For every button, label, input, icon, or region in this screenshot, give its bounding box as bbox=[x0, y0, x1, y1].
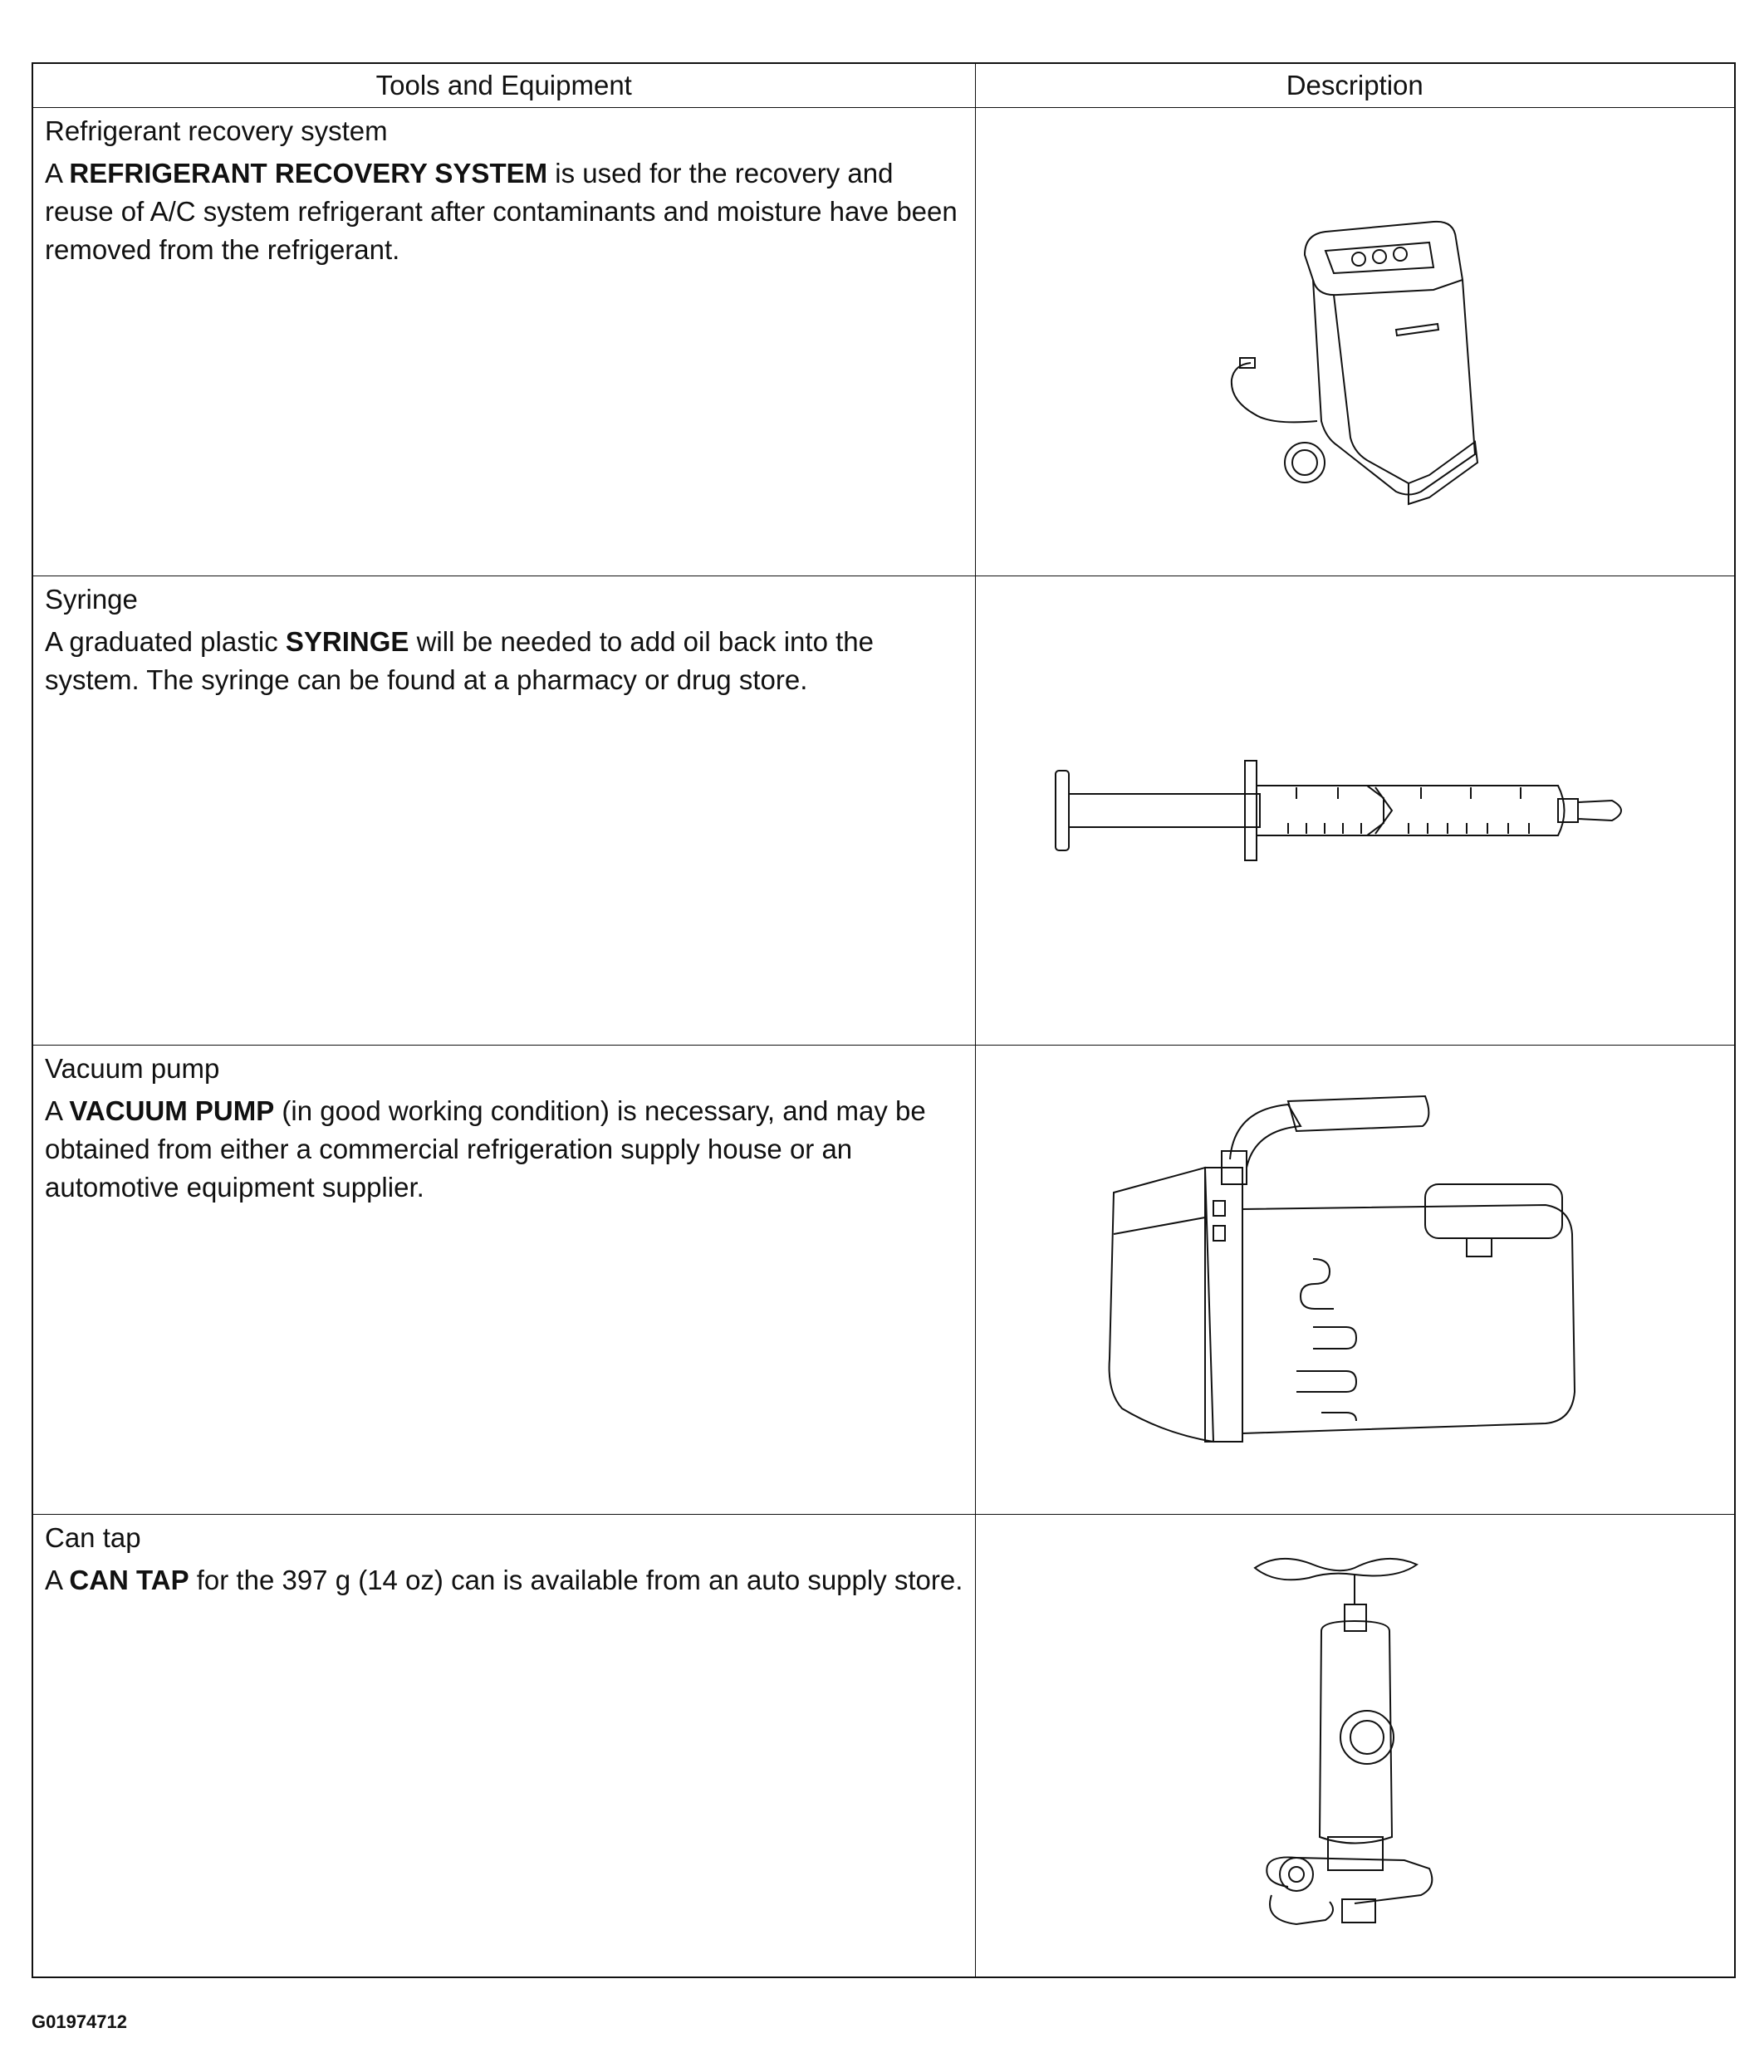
tool-name: Vacuum pump bbox=[45, 1053, 220, 1084]
description-text: A bbox=[45, 1095, 70, 1126]
header-tools-and-equipment: Tools and Equipment bbox=[32, 63, 975, 108]
text-cell bbox=[32, 1515, 975, 1978]
header-description: Description bbox=[975, 63, 1735, 108]
refrigerant-recovery-machine-icon bbox=[1180, 155, 1529, 529]
description-text: for the 397 g (14 oz) can is available from an auto supply store. bbox=[189, 1565, 963, 1595]
table-row bbox=[32, 108, 1735, 576]
table-row bbox=[32, 1046, 1735, 1515]
tools-equipment-table bbox=[32, 62, 1736, 1978]
description-bold-term: SYRINGE bbox=[285, 626, 409, 657]
illustration-cell bbox=[975, 1046, 1735, 1515]
tool-name: Syringe bbox=[45, 584, 138, 615]
description-bold-term: CAN TAP bbox=[69, 1565, 189, 1595]
description-text: A bbox=[45, 158, 70, 189]
figure-code: G01974712 bbox=[32, 2011, 127, 2032]
illustration-cell bbox=[975, 576, 1735, 1046]
text-cell bbox=[32, 1046, 975, 1515]
description-text: will be needed to add oil back into the system. The syringe can be found at a pharmacy or drug store. bbox=[45, 626, 874, 695]
table-row bbox=[32, 576, 1735, 1046]
table-row bbox=[32, 1515, 1735, 1978]
description-text: A bbox=[45, 1565, 70, 1595]
illustration-cell bbox=[975, 108, 1735, 576]
tool-name: Refrigerant recovery system bbox=[45, 115, 388, 146]
description-text: is used for the recovery and reuse of A/C system refrigerant after contaminants and moisture have been removed from the refrigerant. bbox=[45, 158, 958, 265]
vacuum-pump-icon bbox=[1097, 1093, 1612, 1467]
tool-description bbox=[45, 623, 963, 699]
tool-name: Can tap bbox=[45, 1522, 141, 1553]
text-cell bbox=[32, 576, 975, 1046]
description-text: A graduated plastic bbox=[45, 626, 286, 657]
description-bold-term: REFRIGERANT RECOVERY SYSTEM bbox=[69, 158, 548, 189]
description-bold-term: VACUUM PUMP bbox=[69, 1095, 275, 1126]
tool-description bbox=[45, 1561, 963, 1599]
illustration-cell bbox=[975, 1515, 1735, 1978]
tool-description bbox=[45, 1092, 963, 1207]
tool-description bbox=[45, 154, 963, 269]
description-text: (in good working condition) is necessary, and may be obtained from either a commercial refrigeration supply house or an automotive equipment supplier. bbox=[45, 1095, 926, 1203]
can-tap-valve-icon bbox=[1230, 1555, 1479, 1937]
text-cell bbox=[32, 108, 975, 576]
table-header-row bbox=[32, 63, 1735, 108]
graduated-syringe-icon bbox=[1039, 744, 1670, 877]
